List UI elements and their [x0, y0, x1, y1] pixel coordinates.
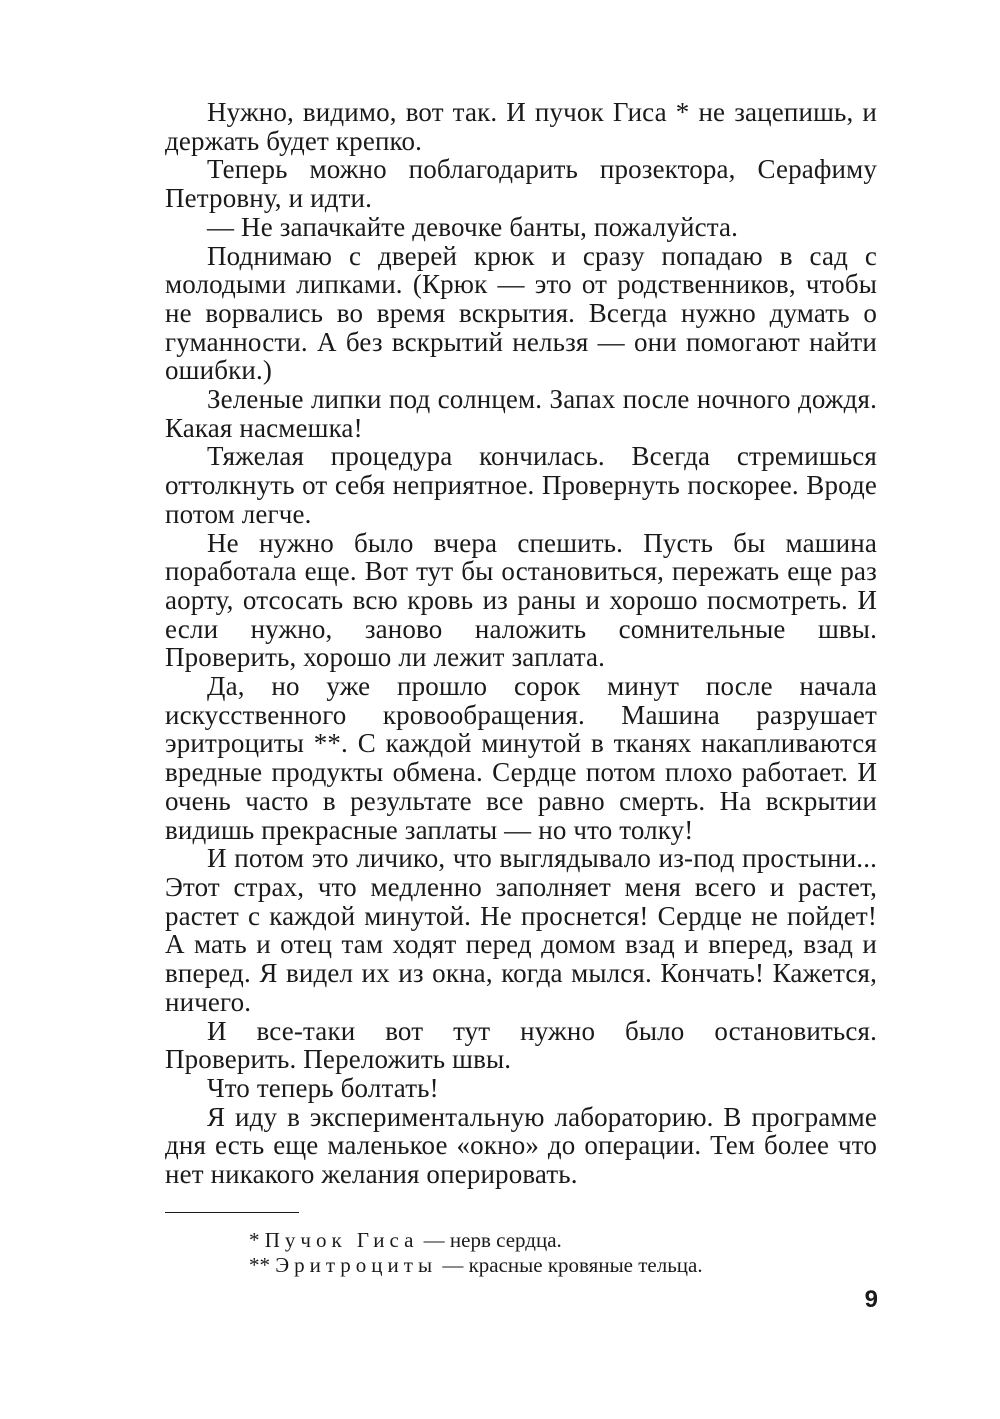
main-text — [165, 98, 877, 1189]
paragraph: И потом это личико, что выглядывало из-под простыни... Этот страх, что медленно заполняет меня всего и растет, растет с каждой минутой. Не проснется! Сердце не пойдет! А мать и отец там ходят перед домом взад и вперед, взад и вперед. Я видел их из окна, когда мылся. Кончать! Кажется, ничего. — [165, 843, 877, 1017]
paragraph: Тяжелая процедура кончилась. Всегда стремишься оттолкнуть от себя неприятное. Провернуть поскорее. Вроде потом легче. — [165, 441, 877, 529]
paragraph: Не нужно было вчера спешить. Пусть бы машина поработала еще. Вот тут бы остановиться, пережать еще раз аорту, отсосать всю кровь из раны и хорошо посмотреть. И если нужно, заново наложить сомнительные швы. Проверить, хорошо ли лежит заплата. — [165, 527, 877, 673]
paragraph: Нужно, видимо, вот так. И пучок Гиса * не зацепишь, и держать будет крепко. — [165, 97, 877, 156]
footnote-divider — [165, 1212, 299, 1213]
footnote-definition: — красные кровяные тельца. — [437, 1253, 703, 1277]
footnote-mark: ** — [249, 1253, 270, 1277]
paragraph: Я иду в экспериментальную лабораторию. В программе дня есть еще маленькое «окно» до операции. Тем более что нет никакого желания оперировать. — [165, 1101, 877, 1190]
footnote-term: Пучок Гиса — [264, 1228, 419, 1252]
paragraph: И все-таки вот тут нужно было остановиться. Проверить. Переложить швы. — [165, 1015, 877, 1075]
footnote-term: Эритроциты — [275, 1253, 438, 1277]
footnote-definition: — нерв сердца. — [418, 1228, 562, 1252]
paragraph: Да, но уже прошло сорок минут после начала искусственного кровообращения. Машина разрушает эритроциты **. С каждой минутой в тканях накапливаются вредные продукты обмена. Сердце потом плохо работает. И очень часто в результате все равно смерть. На вскрытии видишь прекрасные заплаты — но что толку! — [165, 671, 877, 845]
paragraph: Теперь можно поблагодарить прозектора, Серафиму Петровну, и идти. — [165, 154, 877, 214]
footnote — [165, 1253, 877, 1278]
footnote — [165, 1228, 877, 1253]
paragraph: Поднимаю с дверей крюк и сразу попадаю в сад с молодыми липками. (Крюк — это от родственников, чтобы не ворвались во время вскрытия. Всегда нужно думать о гуманности. А без вскрытий нельзя — они помогают найти ошибки.) — [165, 240, 877, 386]
footnotes — [165, 1228, 877, 1278]
footnote-mark: * — [249, 1228, 260, 1252]
paragraph: Что теперь болтать! — [207, 1072, 439, 1103]
paragraph: — Не запачкайте девочке банты, пожалуйста. — [207, 211, 739, 242]
page-number: 9 — [864, 1286, 878, 1313]
paragraph: Зеленые липки под солнцем. Запах после ночного дождя. Какая насмешка! — [165, 384, 877, 443]
